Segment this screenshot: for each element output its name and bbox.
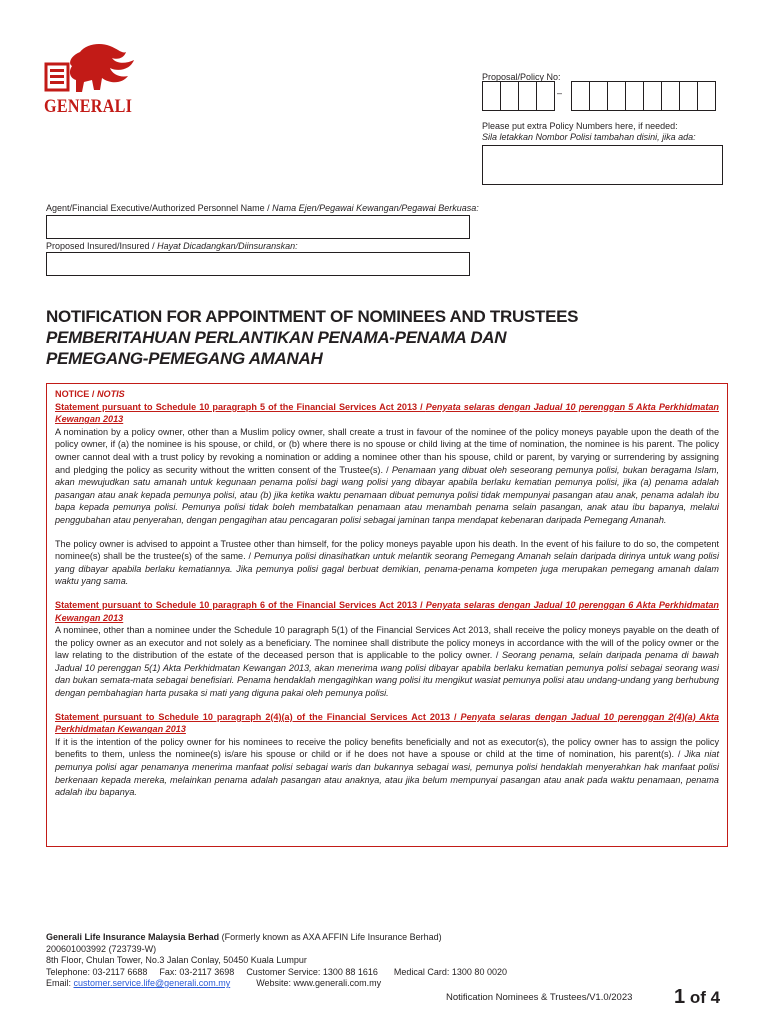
notice-label: NOTICE / NOTIS [55, 389, 125, 399]
agent-name-label: Agent/Financial Executive/Authorized Personnel Name / Nama Ejen/Pegawai Kewangan/Pegawai Berkuasa: [46, 203, 479, 213]
document-reference: Notification Nominees & Trustees/V1.0/2023 [446, 992, 633, 1003]
email-link[interactable]: customer.service.life@generali.com.my [73, 978, 231, 988]
page-title [46, 306, 726, 369]
generali-logo [40, 42, 140, 117]
page-number: 1 of 4 [674, 986, 721, 1008]
insured-label: Proposed Insured/Insured / Hayat Dicadangkan/Diinsuranskan: [46, 241, 298, 251]
extra-policy-field[interactable] [482, 145, 723, 185]
company-web-row: Email: customer.service.life@generali.com.my Website: www.generali.com.my [46, 978, 382, 988]
company-address: 8th Floor, Chulan Tower, No.3 Jalan Conlay, 50450 Kuala Lumpur [46, 955, 307, 965]
section-3-heading: Statement pursuant to Schedule 10 paragraph 2(4)(a) of the Financial Services Act 2013 / Penyata selaras dengan Jadual 10 perenggan 2(4)(a) Akta Perkhidmatan Kewangan 2013 [55, 711, 719, 735]
brand-wordmark: GENERALI [44, 96, 133, 117]
notice-box [46, 383, 728, 847]
company-name-row: Generali Life Insurance Malaysia Berhad (Formerly known as AXA AFFIN Life Insurance Berhad) [46, 932, 442, 942]
title-en: NOTIFICATION FOR APPOINTMENT OF NOMINEES AND TRUSTEES [46, 307, 579, 326]
section-2-heading: Statement pursuant to Schedule 10 paragraph 6 of the Financial Services Act 2013 / Penyata selaras dengan Jadual 10 perenggan 6 Akta Perkhidmatan Kewangan 2013 [55, 599, 719, 623]
extra-policy-label-en: Please put extra Policy Numbers here, if needed: [482, 121, 678, 131]
title-ms-line1: PEMBERITAHUAN PERLANTIKAN PENAMA-PENAMA DAN [46, 328, 507, 347]
extra-policy-label [482, 121, 696, 143]
section-2-body: A nominee, other than a nominee under the Schedule 10 paragraph 5(1) of the Financial Services Act 2013, shall receive the policy moneys payable on the death of the policy owner as an executor and not solely as a beneficiary. The nominee shall distribute the policy moneys in accordance with the will of the policy owner or the law relating to the distribution of the estate of the deceased person that is applicable to the policy owner. / Seorang penama, selain daripada penama di bawah Jadual 10 perenggan 5(1) Akta Perkhidmatan Kewangan 2013, akan menerima wang polisi dibayar apabila berlaku kematian pemunya polisi sebagai seorang wasi dan bukan semata-mata sebagai benefisiari. Penama hendaklah mengagihkan wang polisi itu mengikut wasiat pemunya polisi atau undang-undang yang berhubung dengan pembahagian harta pusaka si mati yang diguna pakai oleh pemunya polisi. [55, 625, 719, 699]
policy-number-dash: – [557, 88, 563, 98]
agent-name-field[interactable] [46, 215, 470, 239]
section-1b-body: The policy owner is advised to appoint a Trustee other than himself, for the policy moneys payable upon his death. In the event of his failure to do so, the competent nominee(s) shall be the trustee(s) of the same. / Pemunya polisi dinasihatkan untuk melantik seorang Pemegang Amanah selain daripada dirinya untuk wang polisi yang dibayar apabila berlaku kematiannya. Jika pemunya polisi gagal berbuat demikian, penama-penama kompeten juga merupakan pemegang amanah dalam waktu yang sama. [55, 538, 719, 587]
section-3-body: If it is the intention of the policy owner for his nominees to receive the policy benefits beneficially and not as executor(s), the policy owner has to assign the policy benefits to them, unless the nominee(s) is/are his spouse or child or if he does not have a spouse or child at the time of nomination, his parent(s). / Jika niat pemunya polisi agar penamanya menerima manfaat polisi sebagai waris dan bukannya sebagai wasi, pemunya polisi hendaklah menyerahkan hak manfaat polisi berkenaan kepada mereka, melainkan penama adalah pasangan atau anaknya, atau jika belum mempunyai pasangan atau anak pada waktu penamaan, penama adalah ibu bapanya. [55, 736, 719, 798]
policy-number-boxes-prefix[interactable] [483, 81, 555, 111]
winged-lion-icon [40, 42, 140, 98]
company-reg: 200601003992 (723739-W) [46, 943, 157, 954]
policy-number-boxes-suffix[interactable] [572, 81, 716, 111]
company-footer [46, 932, 507, 990]
section-1-body: A nomination by a policy owner, other than a Muslim policy owner, shall create a trust in favour of the nominee of the policy moneys payable upon the death of the policy owner, if (a) the nominee is his spouse, or child, or (b) where there is no spouse or child living at the time of nomination, the nominee is his parent. The policy owner cannot deal with a trust policy by revoking a nomination or adding a nominee other than his spouse, child or parent, by varying or surrendering by assigning and pledging the policy as security without the written consent of the Trustee(s). / Penamaan yang dibuat oleh seseorang pemunya polisi, bukan beragama Islam, akan mewujudkan satu amanah untuk kegunaan penama polisi bagi wang polisi yang dibayar apabila berlaku kematian pemunya polisi, jika (a) penama adalah pasangan atau anak kepada pemunya polisi, atau (b) jika ketika waktu penamaan dibuat pemunya polisi tidak mempunyai pasangan atau anak, penama adalah ibu bapa kepada pemunya polisi. Pemunya polisi tidak boleh membatalkan penamaan atau menambah penama selain pasangan, anak atau ibu bapanya, melalui penggubahan atau penyerahan, dengan pengagihan atau pencagaran polisi sebagai jaminan tanpa mendapat kebenaran daripada Pemegang Amanah. [55, 426, 719, 525]
policy-number-label: Proposal/Policy No: [482, 72, 561, 82]
extra-policy-label-ms: Sila letakkan Nombor Polisi tambahan disini, jika ada: [482, 132, 696, 142]
title-ms-line2: PEMEGANG-PEMEGANG AMANAH [46, 349, 323, 368]
company-contacts: Telephone: 03-2117 6688 Fax: 03-2117 3698 Customer Service: 1300 88 1616 Medical Card: 1300 80 0020 [46, 966, 507, 977]
insured-field[interactable] [46, 252, 470, 276]
website-text: Website: www.generali.com.my [256, 978, 382, 988]
section-1-heading: Statement pursuant to Schedule 10 paragraph 5 of the Financial Services Act 2013 / Penyata selaras dengan Jadual 10 perenggan 5 Akta Perkhidmatan Kewangan 2013 [55, 401, 719, 425]
